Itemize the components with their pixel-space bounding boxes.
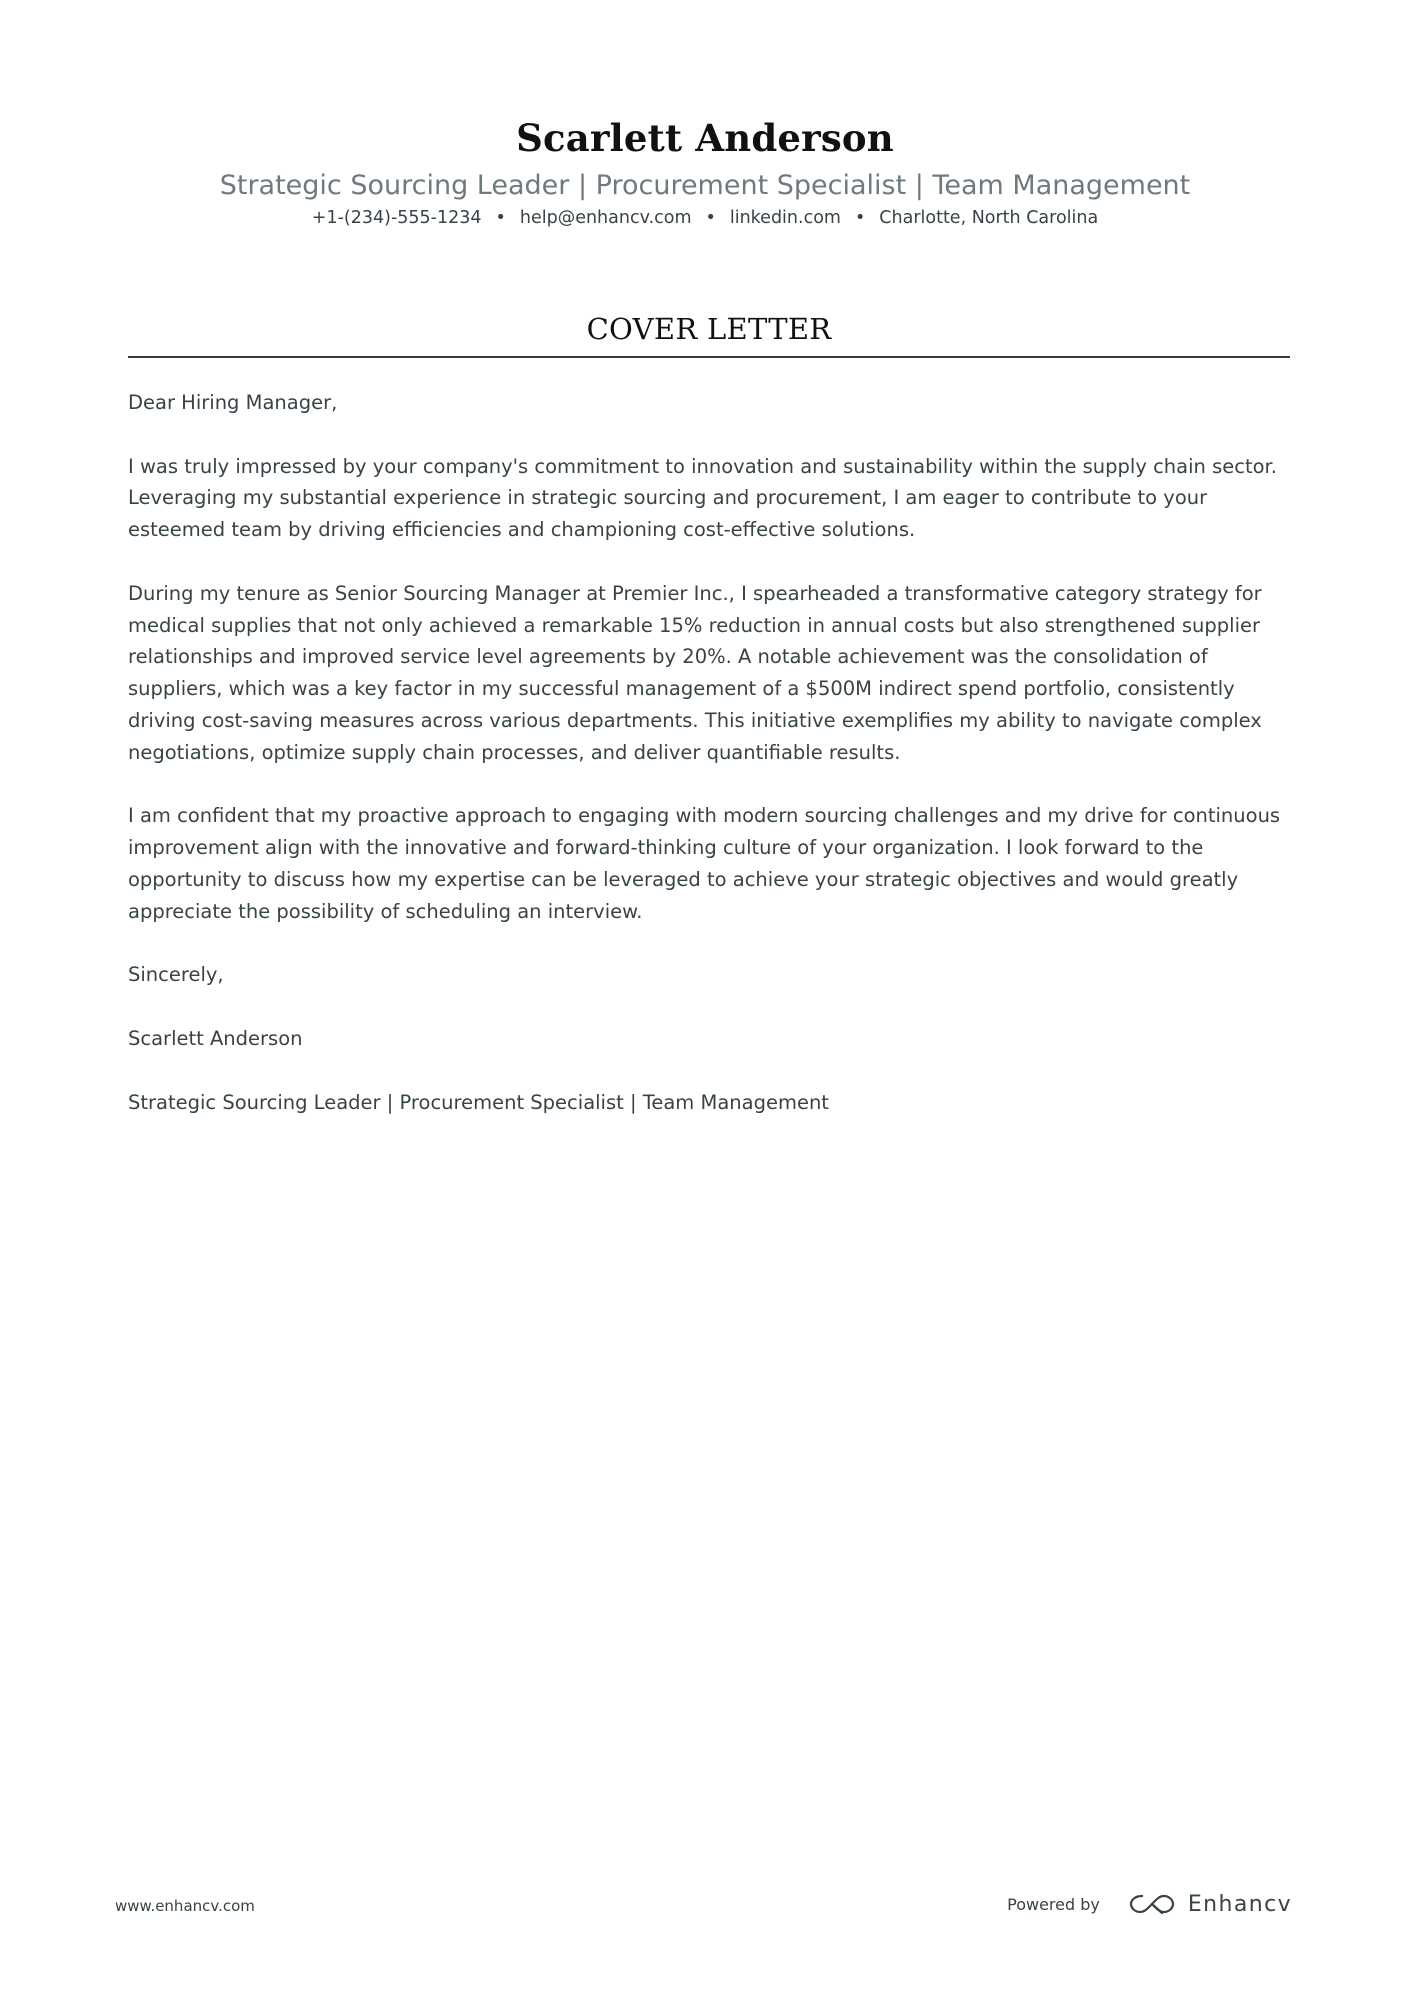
header <box>0 112 1410 230</box>
enhancv-logo-icon <box>1128 1892 1176 1916</box>
section-title: COVER LETTER <box>586 312 832 346</box>
letter-paragraph: I am confident that my proactive approach to engaging with modern sourcing challenges and my drive for continuous improvement align with the innovative and forward-thinking culture of your organization. I look forward to the opportunity to discuss how my expertise can be leveraged to achieve your strategic objectives and would greatly appreciate the possibility of scheduling an interview. <box>128 804 1281 923</box>
signature-name: Scarlett Anderson <box>128 1026 303 1050</box>
letter-body <box>128 387 1290 1150</box>
letter-paragraph: During my tenure as Senior Sourcing Manager at Premier Inc., I spearheaded a transformative category strategy for medical supplies that not only achieved a remarkable 15% reduction in annual costs but also strengthened supplier relationships and improved service level agreements by 20%. A notable achievement was the consolidation of suppliers, which was a key factor in my successful management of a $500M indirect spend portfolio, consistently driving cost-saving measures across various departments. This initiative exemplifies my ability to navigate complex negotiations, optimize supply chain processes, and deliver quantifiable results. <box>128 581 1262 764</box>
powered-by-label: Powered by <box>1007 1894 1100 1914</box>
contact-separator: • <box>495 208 506 228</box>
closing: Sincerely, <box>128 963 224 987</box>
footer-branding <box>1007 1887 1292 1921</box>
contact-phone: +1-(234)-555-1234 <box>311 208 482 228</box>
candidate-name: Scarlett Anderson <box>516 116 894 160</box>
footer-website: www.enhancv.com <box>115 1897 255 1915</box>
candidate-headline: Strategic Sourcing Leader | Procurement Specialist | Team Management <box>219 170 1191 201</box>
contact-linkedin: linkedin.com <box>729 208 841 228</box>
contact-location: Charlotte, North Carolina <box>879 208 1099 228</box>
letter-paragraph: I was truly impressed by your company's commitment to innovation and sustainability within the supply chain sector. Leveraging my substantial experience in strategic sourcing and procurement, I am eager to contribute to your esteemed team by driving efficiencies and championing cost-effective solutions. <box>128 454 1277 542</box>
contact-info <box>0 206 1410 230</box>
signature-title: Strategic Sourcing Leader | Procurement Specialist | Team Management <box>128 1090 829 1114</box>
contact-separator: • <box>854 208 866 228</box>
contact-email: help@enhancv.com <box>519 208 692 228</box>
section-divider <box>128 356 1290 358</box>
salutation: Dear Hiring Manager, <box>128 391 338 414</box>
contact-separator: • <box>705 208 716 228</box>
enhancv-brand-name: Enhancv <box>1187 1891 1292 1917</box>
